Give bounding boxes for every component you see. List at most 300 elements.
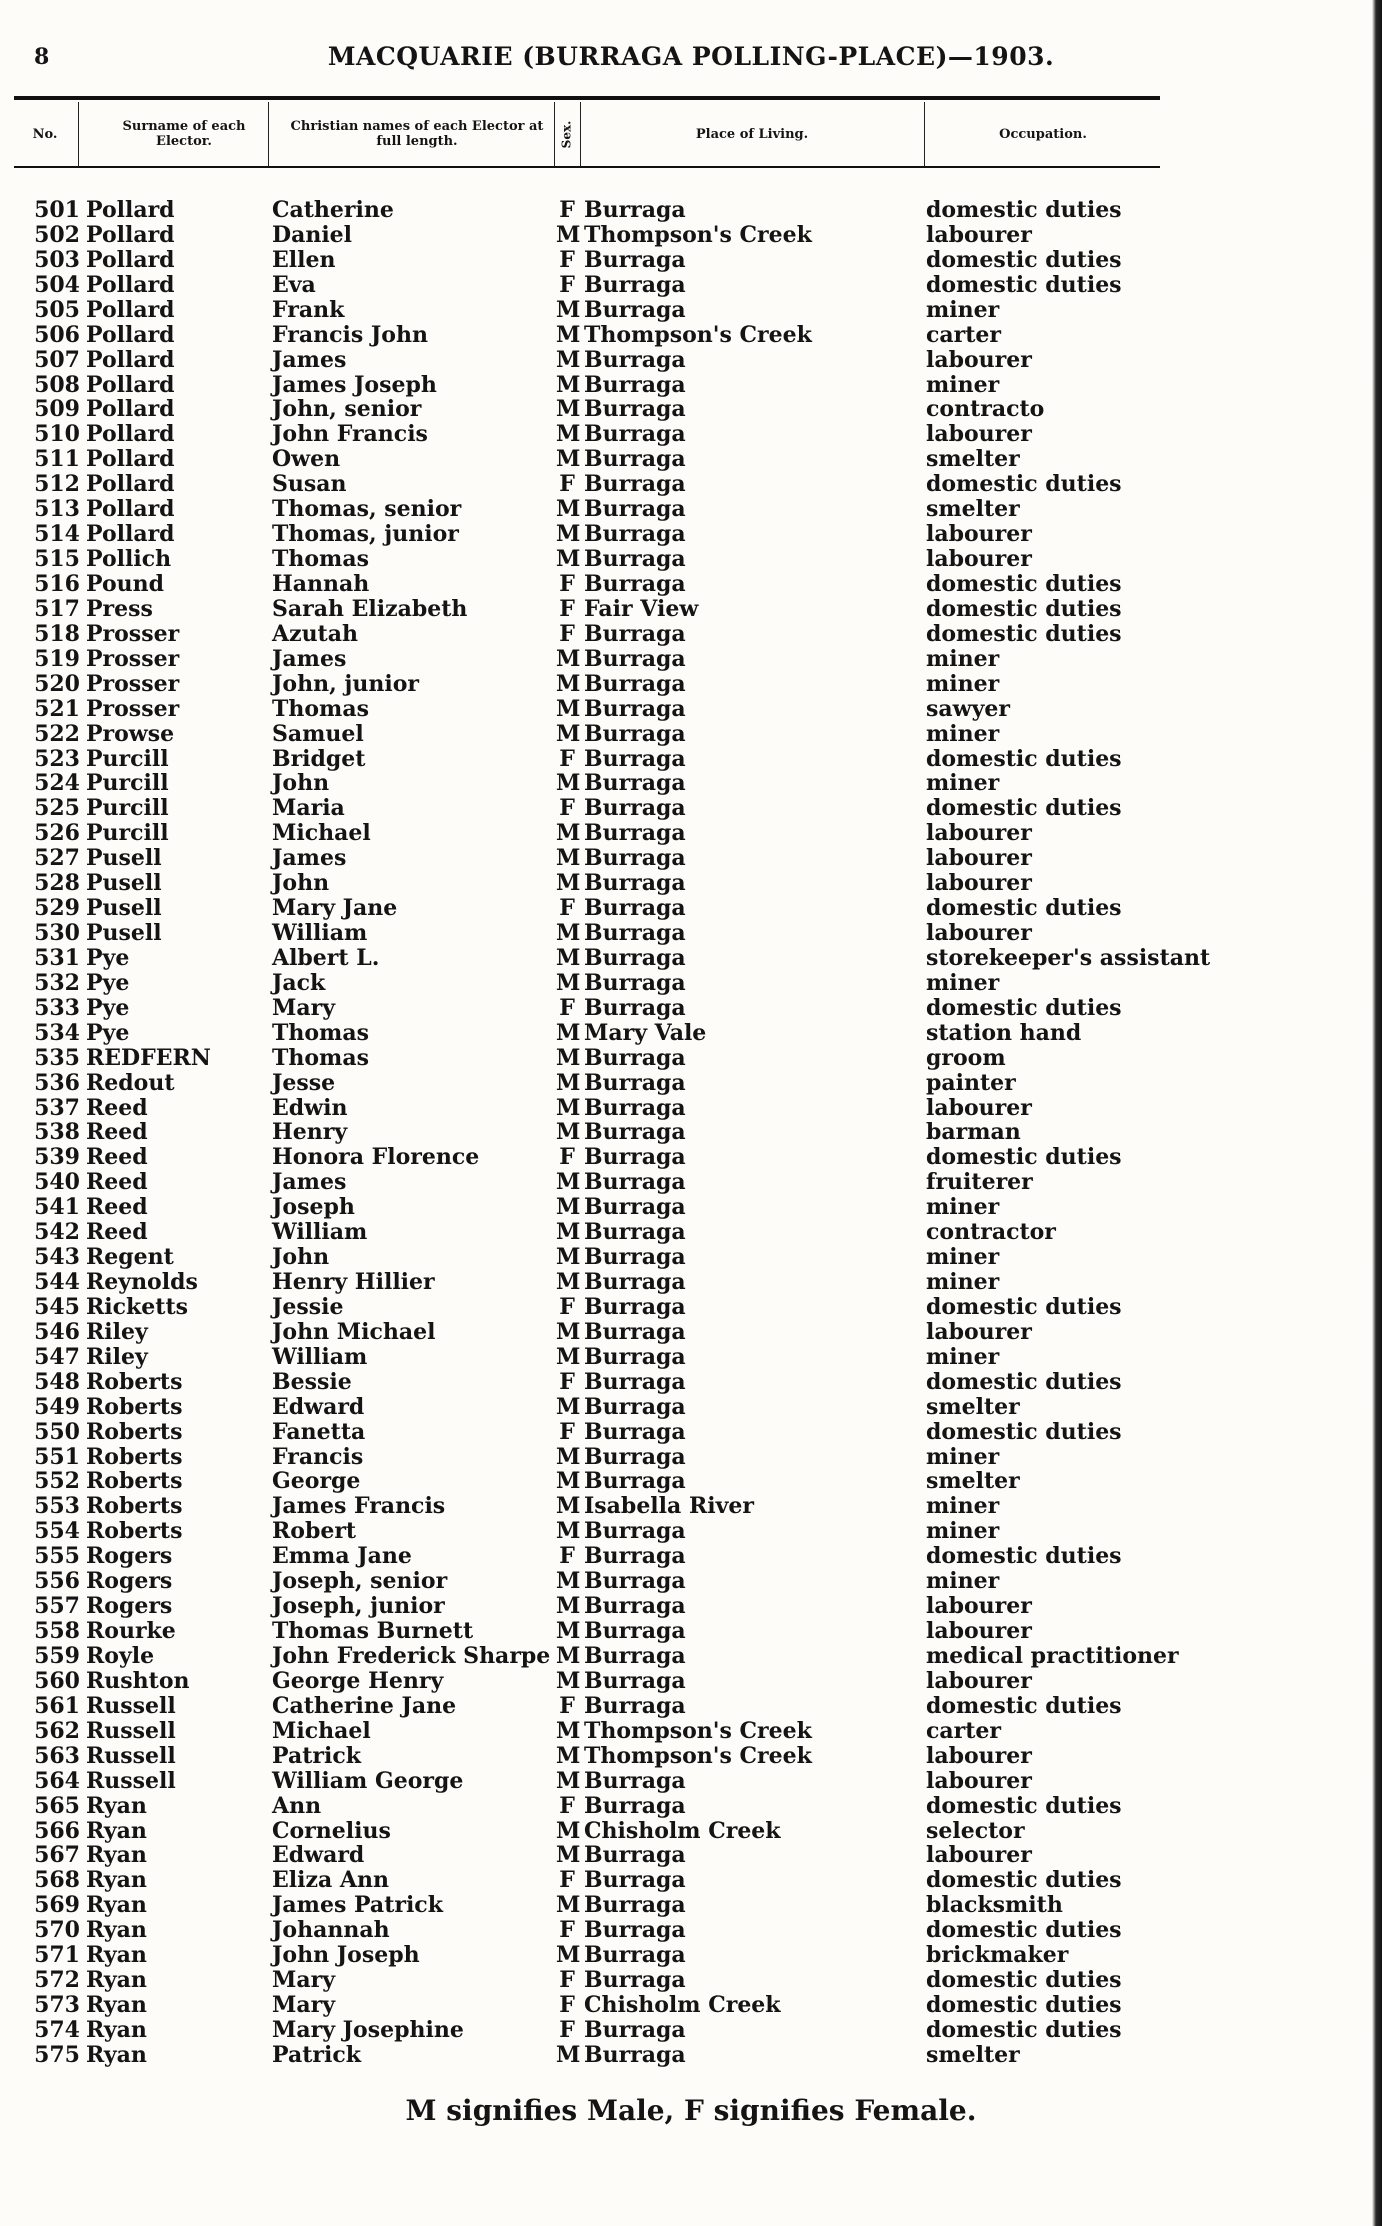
table-row [0,1220,1382,1245]
elector-sex: F [559,471,575,498]
elector-christian-names: Mary Josephine [272,2016,464,2043]
elector-place-of-living: Burraga [584,1842,686,1869]
elector-christian-names: Joseph, senior [272,1568,448,1595]
elector-christian-names: John [272,1244,330,1271]
elector-sex: F [559,1543,575,1570]
elector-number: 510 [34,421,80,448]
elector-surname: Roberts [86,1393,183,1420]
elector-number: 501 [34,197,80,223]
elector-sex: M [556,770,581,797]
elector-place-of-living: Burraga [584,1393,686,1420]
elector-number: 505 [34,296,80,323]
elector-christian-names: Hannah [272,570,370,597]
elector-surname: Rushton [86,1667,190,1694]
elector-surname: Reed [86,1094,148,1121]
elector-number: 531 [34,944,80,971]
table-row [0,1445,1382,1470]
elector-christian-names: Fanetta [272,1418,366,1445]
elector-number: 529 [34,895,80,921]
elector-surname: Prosser [86,670,180,697]
elector-place-of-living: Burraga [584,820,686,847]
elector-occupation: labourer [926,1842,1032,1869]
elector-christian-names: John, junior [272,670,419,697]
elector-occupation: smelter [926,496,1020,523]
elector-christian-names: Joseph [272,1194,355,1221]
table-row [0,871,1382,896]
elector-number: 567 [34,1842,80,1869]
elector-occupation: miner [926,1493,1000,1520]
table-row [0,1494,1382,1519]
table-row [0,1943,1382,1968]
elector-occupation: domestic duties [926,271,1122,298]
elector-number: 549 [34,1393,80,1420]
elector-number: 503 [34,246,80,273]
elector-occupation: labourer [926,1742,1032,1769]
elector-number: 509 [34,396,80,423]
elector-surname: Prosser [86,645,180,672]
elector-sex: F [559,197,575,223]
elector-surname: Royle [86,1642,155,1669]
elector-sex: M [556,446,581,473]
elector-number: 565 [34,1792,80,1819]
elector-christian-names: Francis [272,1443,364,1470]
elector-sex: M [556,820,581,847]
elector-surname: Ryan [86,1817,147,1844]
elector-place-of-living: Burraga [584,246,686,273]
elector-christian-names: Thomas, junior [272,521,459,548]
elector-number: 544 [34,1269,80,1295]
elector-sex: M [556,1044,581,1071]
elector-surname: Pollard [86,496,175,523]
elector-christian-names: Catherine [272,197,394,223]
elector-surname: Ricketts [86,1293,188,1320]
elector-sex: M [556,221,581,248]
elector-occupation: groom [926,1044,1006,1071]
elector-occupation: domestic duties [926,197,1122,223]
elector-number: 564 [34,1767,80,1794]
elector-place-of-living: Burraga [584,1642,686,1669]
table-row [0,1395,1382,1420]
table-row [0,1071,1382,1096]
elector-place-of-living: Burraga [584,1119,686,1146]
binding-edge [1372,0,1382,2226]
elector-sex: M [556,1642,581,1669]
table-row [0,348,1382,373]
elector-place-of-living: Burraga [584,1418,686,1445]
elector-occupation: miner [926,1343,1000,1370]
elector-place-of-living: Burraga [584,396,686,423]
elector-sex: M [556,1493,581,1520]
elector-surname: Pollard [86,421,175,448]
elector-sex: F [559,246,575,273]
elector-christian-names: John Francis [272,421,428,448]
elector-sex: F [559,1967,575,1993]
elector-number: 530 [34,920,80,946]
table-row [0,198,1382,223]
elector-place-of-living: Burraga [584,1194,686,1221]
header-occupation: Occupation. [999,126,1087,142]
elector-sex: F [559,1144,575,1171]
elector-christian-names: Edward [272,1393,365,1420]
elector-sex: M [556,1244,581,1271]
elector-surname: Roberts [86,1418,183,1445]
elector-sex: M [556,1618,581,1644]
table-row [0,472,1382,497]
elector-christian-names: Frank [272,296,345,323]
elector-occupation: labourer [926,1767,1032,1794]
elector-surname: Ryan [86,1942,147,1969]
elector-surname: Rogers [86,1568,173,1595]
elector-sex: M [556,1019,581,1046]
elector-surname: Purcill [86,795,169,822]
page-number: 8 [34,44,50,70]
elector-sex: M [556,421,581,448]
elector-occupation: miner [926,969,1000,996]
elector-number: 519 [34,645,80,672]
elector-place-of-living: Burraga [584,1667,686,1694]
elector-place-of-living: Burraga [584,1518,686,1545]
header-surname: Surname of each Elector. [122,119,246,149]
elector-number: 514 [34,521,80,548]
table-row [0,2018,1382,2043]
elector-occupation: domestic duties [926,795,1122,822]
table-row [0,622,1382,647]
elector-place-of-living: Burraga [584,795,686,822]
elector-surname: Prosser [86,695,180,722]
elector-occupation: domestic duties [926,1543,1122,1570]
elector-occupation: selector [926,1817,1025,1844]
elector-surname: Ryan [86,1917,147,1944]
elector-surname: Pye [86,969,130,996]
elector-sex: M [556,845,581,872]
elector-place-of-living: Burraga [584,895,686,921]
elector-number: 553 [34,1493,80,1520]
elector-number: 516 [34,570,80,597]
elector-occupation: domestic duties [926,1992,1122,2018]
elector-occupation: barman [926,1119,1021,1146]
elector-sex: M [556,496,581,523]
elector-sex: F [559,745,575,772]
elector-sex: F [559,1917,575,1944]
elector-sex: M [556,1717,581,1744]
header-sex [556,102,578,166]
elector-christian-names: Joseph, junior [272,1593,445,1620]
table-row [0,1120,1382,1145]
elector-occupation: miner [926,1244,1000,1271]
elector-christian-names: Bridget [272,745,366,772]
sex-legend-footer: M signifies Male, F signifies Female. [405,2094,977,2127]
table-row [0,971,1382,996]
table-row [0,946,1382,971]
elector-occupation: domestic duties [926,1368,1122,1395]
elector-number: 559 [34,1642,80,1669]
elector-number: 534 [34,1019,80,1046]
table-row [0,422,1382,447]
elector-place-of-living: Burraga [584,1044,686,1071]
elector-sex: M [556,296,581,323]
elector-occupation: carter [926,1717,1001,1744]
elector-place-of-living: Burraga [584,2041,686,2068]
elector-surname: Ryan [86,1842,147,1869]
elector-place-of-living: Burraga [584,1069,686,1096]
elector-number: 562 [34,1717,80,1744]
elector-surname: Roberts [86,1493,183,1520]
elector-surname: Press [86,595,153,622]
elector-number: 573 [34,1992,80,2018]
table-row [0,1295,1382,1320]
elector-sex: M [556,870,581,897]
elector-place-of-living: Burraga [584,446,686,473]
table-row [0,1170,1382,1195]
table-row [0,1843,1382,1868]
elector-surname: Reed [86,1119,148,1146]
elector-occupation: domestic duties [926,2016,1122,2043]
elector-sex: M [556,546,581,572]
elector-occupation: labourer [926,221,1032,248]
header-no: No. [32,126,58,142]
table-row [0,1544,1382,1569]
elector-place-of-living: Thompson's Creek [584,221,812,248]
table-row [0,223,1382,248]
table-row [0,1569,1382,1594]
table-row [0,1993,1382,2018]
elector-occupation: domestic duties [926,1144,1122,1171]
elector-place-of-living: Burraga [584,1293,686,1320]
elector-number: 524 [34,770,80,797]
elector-occupation: contracto [926,396,1045,423]
table-row [0,1769,1382,1794]
elector-place-of-living: Burraga [584,1443,686,1470]
table-row [0,1021,1382,1046]
elector-sex: M [556,1942,581,1969]
elector-surname: Pollard [86,246,175,273]
elector-place-of-living: Burraga [584,1318,686,1345]
elector-surname: Prosser [86,620,180,647]
table-row [0,323,1382,348]
table-row [0,1195,1382,1220]
elector-occupation: domestic duties [926,246,1122,273]
elector-occupation: carter [926,321,1001,348]
elector-christian-names: John [272,770,330,797]
elector-occupation: sawyer [926,695,1010,722]
elector-surname: Pusell [86,920,162,946]
elector-christian-names: Thomas [272,1044,369,1071]
elector-occupation: domestic duties [926,1792,1122,1819]
elector-christian-names: Ellen [272,246,336,273]
elector-place-of-living: Burraga [584,969,686,996]
elector-christian-names: Jesse [272,1069,336,1096]
elector-surname: Pound [86,570,164,597]
elector-surname: Reed [86,1144,148,1171]
elector-occupation: storekeeper's assistant [926,944,1211,971]
elector-occupation: domestic duties [926,1418,1122,1445]
elector-sex: M [556,1094,581,1121]
elector-number: 542 [34,1219,80,1246]
header-christian-names: Christian names of each Elector at full length. [290,119,544,149]
elector-number: 533 [34,994,80,1021]
elector-christian-names: James [272,645,347,672]
table-row [0,273,1382,298]
elector-sex: F [559,1418,575,1445]
elector-christian-names: Jessie [272,1293,344,1320]
elector-sex: M [556,346,581,373]
elector-surname: Russell [86,1717,176,1744]
elector-place-of-living: Burraga [584,770,686,797]
elector-number: 570 [34,1917,80,1944]
elector-sex: F [559,1792,575,1819]
elector-occupation: labourer [926,1667,1032,1694]
elector-christian-names: Cornelius [272,1817,391,1844]
table-row [0,497,1382,522]
table-row [0,1469,1382,1494]
elector-christian-names: George [272,1468,361,1495]
elector-place-of-living: Burraga [584,271,686,298]
table-row [0,298,1382,323]
elector-christian-names: Thomas Burnett [272,1618,474,1644]
table-row [0,1719,1382,1744]
elector-place-of-living: Burraga [584,620,686,647]
elector-place-of-living: Burraga [584,1917,686,1944]
elector-number: 502 [34,221,80,248]
elector-surname: Purcill [86,770,169,797]
table-row [0,547,1382,572]
elector-number: 527 [34,845,80,872]
elector-sex: M [556,521,581,548]
elector-christian-names: Honora Florence [272,1144,480,1171]
elector-surname: Ryan [86,2041,147,2068]
table-row [0,1046,1382,1071]
elector-christian-names: John [272,870,330,897]
elector-number: 512 [34,471,80,498]
elector-surname: Pollard [86,346,175,373]
elector-place-of-living: Burraga [584,471,686,498]
elector-sex: M [556,1667,581,1694]
elector-number: 572 [34,1967,80,1993]
elector-number: 506 [34,321,80,348]
table-row [0,796,1382,821]
elector-surname: REDFERN [86,1044,211,1071]
elector-number: 546 [34,1318,80,1345]
elector-surname: Roberts [86,1368,183,1395]
table-row [0,373,1382,398]
elector-surname: Russell [86,1692,176,1719]
elector-sex: M [556,371,581,398]
elector-place-of-living: Burraga [584,346,686,373]
elector-occupation: smelter [926,1393,1020,1420]
elector-sex: M [556,2041,581,2068]
table-row [0,1320,1382,1345]
elector-surname: Roberts [86,1443,183,1470]
elector-number: 574 [34,2016,80,2043]
elector-number: 525 [34,795,80,822]
elector-sex: M [556,396,581,423]
elector-sex: M [556,1842,581,1869]
table-row [0,722,1382,747]
elector-occupation: domestic duties [926,471,1122,498]
elector-place-of-living: Burraga [584,720,686,747]
elector-place-of-living: Burraga [584,1094,686,1121]
elector-place-of-living: Burraga [584,1568,686,1595]
elector-christian-names: Thomas, senior [272,496,462,523]
elector-occupation: domestic duties [926,1967,1122,1993]
elector-surname: Pollard [86,221,175,248]
elector-place-of-living: Chisholm Creek [584,1817,781,1844]
elector-surname: Reynolds [86,1269,198,1295]
elector-christian-names: Edward [272,1842,365,1869]
elector-number: 538 [34,1119,80,1146]
elector-christian-names: William George [272,1767,464,1794]
elector-number: 550 [34,1418,80,1445]
elector-place-of-living: Burraga [584,745,686,772]
table-row [0,821,1382,846]
elector-number: 540 [34,1169,80,1196]
elector-number: 556 [34,1568,80,1595]
elector-place-of-living: Burraga [584,1219,686,1246]
column-divider [78,102,79,166]
elector-sex: M [556,695,581,722]
elector-place-of-living: Burraga [584,1692,686,1719]
elector-occupation: miner [926,1568,1000,1595]
table-row [0,1519,1382,1544]
elector-number: 566 [34,1817,80,1844]
elector-sex: M [556,1468,581,1495]
elector-sex: M [556,1119,581,1146]
column-divider [268,102,269,166]
table-row [0,747,1382,772]
elector-occupation: domestic duties [926,994,1122,1021]
elector-surname: Pusell [86,895,162,921]
elector-sex: M [556,1393,581,1420]
elector-christian-names: William [272,920,368,946]
elector-christian-names: Thomas [272,1019,369,1046]
elector-place-of-living: Burraga [584,695,686,722]
elector-number: 528 [34,870,80,897]
elector-number: 560 [34,1667,80,1694]
elector-number: 554 [34,1518,80,1545]
elector-occupation: painter [926,1069,1016,1096]
elector-number: 523 [34,745,80,772]
elector-christian-names: Eliza Ann [272,1867,389,1894]
elector-surname: Reed [86,1219,148,1246]
elector-occupation: miner [926,1194,1000,1221]
elector-sex: F [559,595,575,622]
table-row [0,1594,1382,1619]
table-row [0,1794,1382,1819]
elector-number: 551 [34,1443,80,1470]
table-row [0,1868,1382,1893]
elector-christian-names: Susan [272,471,347,498]
elector-sex: M [556,1767,581,1794]
elector-surname: Roberts [86,1468,183,1495]
elector-number: 561 [34,1692,80,1719]
header-place-of-living: Place of Living. [695,126,809,142]
elector-number: 568 [34,1867,80,1894]
elector-occupation: domestic duties [926,1917,1122,1944]
elector-christian-names: Michael [272,1717,371,1744]
elector-occupation: miner [926,1443,1000,1470]
elector-occupation: labourer [926,521,1032,548]
elector-surname: Ryan [86,2016,147,2043]
elector-christian-names: Albert L. [272,944,380,971]
elector-surname: Roberts [86,1518,183,1545]
elector-christian-names: James [272,845,347,872]
elector-occupation: labourer [926,346,1032,373]
elector-sex: M [556,1742,581,1769]
elector-christian-names: Bessie [272,1368,352,1395]
elector-surname: Regent [86,1244,174,1271]
elector-surname: Pollard [86,396,175,423]
elector-number: 518 [34,620,80,647]
